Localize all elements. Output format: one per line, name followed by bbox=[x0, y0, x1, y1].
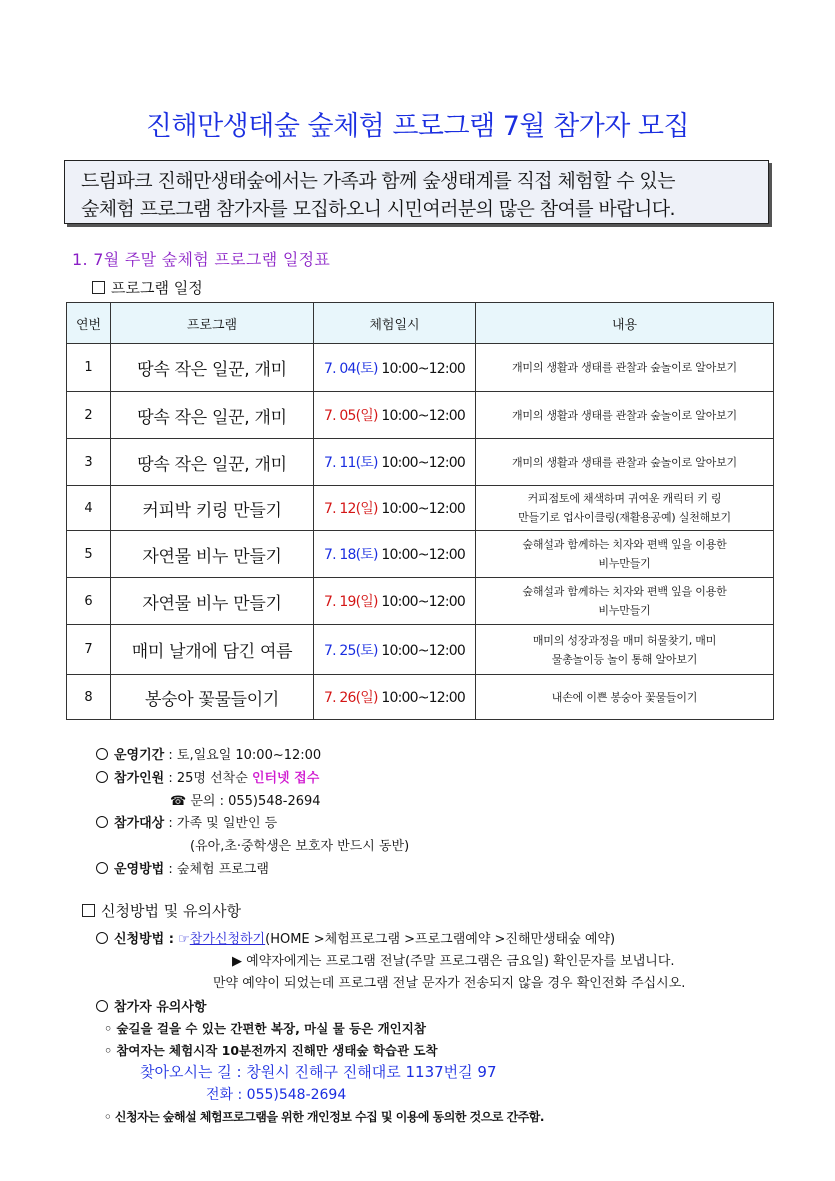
row-no: 6 bbox=[67, 578, 111, 625]
table-row bbox=[67, 392, 774, 439]
row-date: 7. 18(토) 10:00~12:00 bbox=[314, 531, 476, 578]
table-header-row bbox=[67, 303, 774, 344]
row-date: 7. 26(일) 10:00~12:00 bbox=[314, 675, 476, 720]
row-no: 1 bbox=[67, 344, 111, 392]
hand-pointer-icon: ☞ bbox=[178, 932, 190, 947]
row-desc: 개미의 생활과 생태를 관찰과 숲놀이로 알아보기 bbox=[476, 392, 774, 439]
table-row bbox=[67, 531, 774, 578]
table-row bbox=[67, 578, 774, 625]
subheading: 프로그램 일정 bbox=[92, 277, 203, 298]
circle-icon bbox=[96, 1000, 108, 1012]
col-header-desc: 내용 bbox=[476, 303, 774, 344]
row-program: 땅속 작은 일꾼, 개미 bbox=[111, 439, 314, 486]
row-program: 매미 날개에 담긴 여름 bbox=[111, 625, 314, 675]
circle-icon bbox=[96, 771, 108, 783]
row-no: 2 bbox=[67, 392, 111, 439]
caution-bullet-3: ◦ 신청자는 숲해설 체험프로그램을 위한 개인정보 수집 및 이용에 동의한 것으로 간주함. bbox=[104, 1110, 544, 1124]
row-no: 4 bbox=[67, 486, 111, 531]
arrow-right-icon: ▶ bbox=[232, 954, 242, 969]
row-date: 7. 19(일) 10:00~12:00 bbox=[314, 578, 476, 625]
circle-icon bbox=[96, 932, 108, 944]
checkbox-square-icon bbox=[82, 904, 95, 917]
row-no: 7 bbox=[67, 625, 111, 675]
col-header-program: 프로그램 bbox=[111, 303, 314, 344]
directions: 찾아오시는 길 : 창원시 진해구 진해대로 1137번길 97 bbox=[140, 1063, 497, 1081]
row-date: 7. 12(일) 10:00~12:00 bbox=[314, 486, 476, 531]
intro-line: 드림파크 진해만생태숲에서는 가족과 함께 숲생태계를 직접 체험할 수 있는 bbox=[81, 170, 675, 192]
table-row bbox=[67, 344, 774, 392]
intro-box bbox=[64, 160, 769, 224]
caution-bullet-2: ◦ 참여자는 체험시작 10분전까지 진해만 생태숲 학습관 도착 bbox=[104, 1043, 438, 1058]
apply-note-2: 만약 예약이 되었는데 프로그램 전날 문자가 전송되지 않을 경우 확인전화 주십시오. bbox=[213, 976, 686, 991]
row-date: 7. 25(토) 10:00~12:00 bbox=[314, 625, 476, 675]
circle-icon bbox=[96, 862, 108, 874]
row-program: 자연물 비누 만들기 bbox=[111, 531, 314, 578]
row-program: 땅속 작은 일꾼, 개미 bbox=[111, 344, 314, 392]
section-heading: 1. 7월 주말 숲체험 프로그램 일정표 bbox=[72, 250, 331, 269]
caution-label: 참가자 유의사항 bbox=[96, 996, 206, 1015]
row-desc: 커피점토에 채색하며 귀여운 캐릭터 키 링 만들기로 업사이클링(재활용공예) 실천해보기 bbox=[476, 486, 774, 531]
row-program: 봉숭아 꽃물들이기 bbox=[111, 675, 314, 720]
schedule-table bbox=[66, 302, 774, 720]
row-date: 7. 04(토) 10:00~12:00 bbox=[314, 344, 476, 392]
row-desc: 개미의 생활과 생태를 관찰과 숲놀이로 알아보기 bbox=[476, 344, 774, 392]
caution-bullet-1: ◦ 숲길을 걸을 수 있는 간편한 복장, 마실 물 등은 개인지참 bbox=[104, 1021, 426, 1036]
row-date: 7. 11(토) 10:00~12:00 bbox=[314, 439, 476, 486]
apply-link[interactable]: 참가신청하기 bbox=[189, 932, 266, 947]
apply-method: 신청방법 : ☞참가신청하기(HOME >체험프로그램 >프로그램예약 >진해만생태숲 예약) bbox=[96, 928, 615, 947]
row-no: 3 bbox=[67, 439, 111, 486]
apply-note-1: ▶ 예약자에게는 프로그램 전날(주말 프로그램은 금요일) 확인문자를 보냅니다. bbox=[232, 954, 675, 969]
table-row bbox=[67, 675, 774, 720]
col-header-no: 연번 bbox=[67, 303, 111, 344]
table-row bbox=[67, 439, 774, 486]
info-people: 참가인원 : 25명 선착순 인터넷 접수 bbox=[96, 767, 319, 786]
phone-icon: ☎ bbox=[170, 794, 187, 809]
info-period: 운영기간 : 토,일요일 10:00~12:00 bbox=[96, 744, 321, 763]
info-target: 참가대상 : 가족 및 일반인 등 bbox=[96, 812, 277, 831]
table-row bbox=[67, 625, 774, 675]
table-row bbox=[67, 486, 774, 531]
row-desc: 숲해설과 함께하는 치자와 편백 잎을 이용한 비누만들기 bbox=[476, 578, 774, 625]
info-phone: ☎ 문의 : 055)548-2694 bbox=[170, 794, 321, 809]
row-date: 7. 05(일) 10:00~12:00 bbox=[314, 392, 476, 439]
col-header-date: 체험일시 bbox=[314, 303, 476, 344]
row-program: 땅속 작은 일꾼, 개미 bbox=[111, 392, 314, 439]
circle-icon bbox=[96, 748, 108, 760]
contact-phone: 전화 : 055)548-2694 bbox=[206, 1087, 347, 1103]
section2-heading: 신청방법 및 유의사항 bbox=[82, 900, 241, 921]
row-desc: 매미의 성장과정을 매미 허물찾기, 매미 물총놀이등 놀이 통해 알아보기 bbox=[476, 625, 774, 675]
info-target-note: (유아,초·중학생은 보호자 반드시 동반) bbox=[190, 839, 410, 854]
checkbox-square-icon bbox=[92, 281, 105, 294]
page-title: 진해만생태숲 숲체험 프로그램 7월 참가자 모집 bbox=[145, 111, 690, 142]
row-desc: 내손에 이쁜 봉숭아 꽃물들이기 bbox=[476, 675, 774, 720]
row-program: 자연물 비누 만들기 bbox=[111, 578, 314, 625]
row-program: 커피박 키링 만들기 bbox=[111, 486, 314, 531]
info-method: 운영방법 : 숲체험 프로그램 bbox=[96, 858, 269, 877]
row-desc: 개미의 생활과 생태를 관찰과 숲놀이로 알아보기 bbox=[476, 439, 774, 486]
row-no: 8 bbox=[67, 675, 111, 720]
intro-line: 숲체험 프로그램 참가자를 모집하오니 시민여러분의 많은 참여를 바랍니다. bbox=[81, 198, 675, 220]
row-desc: 숲해설과 함께하는 치자와 편백 잎을 이용한 비누만들기 bbox=[476, 531, 774, 578]
row-no: 5 bbox=[67, 531, 111, 578]
circle-icon bbox=[96, 816, 108, 828]
